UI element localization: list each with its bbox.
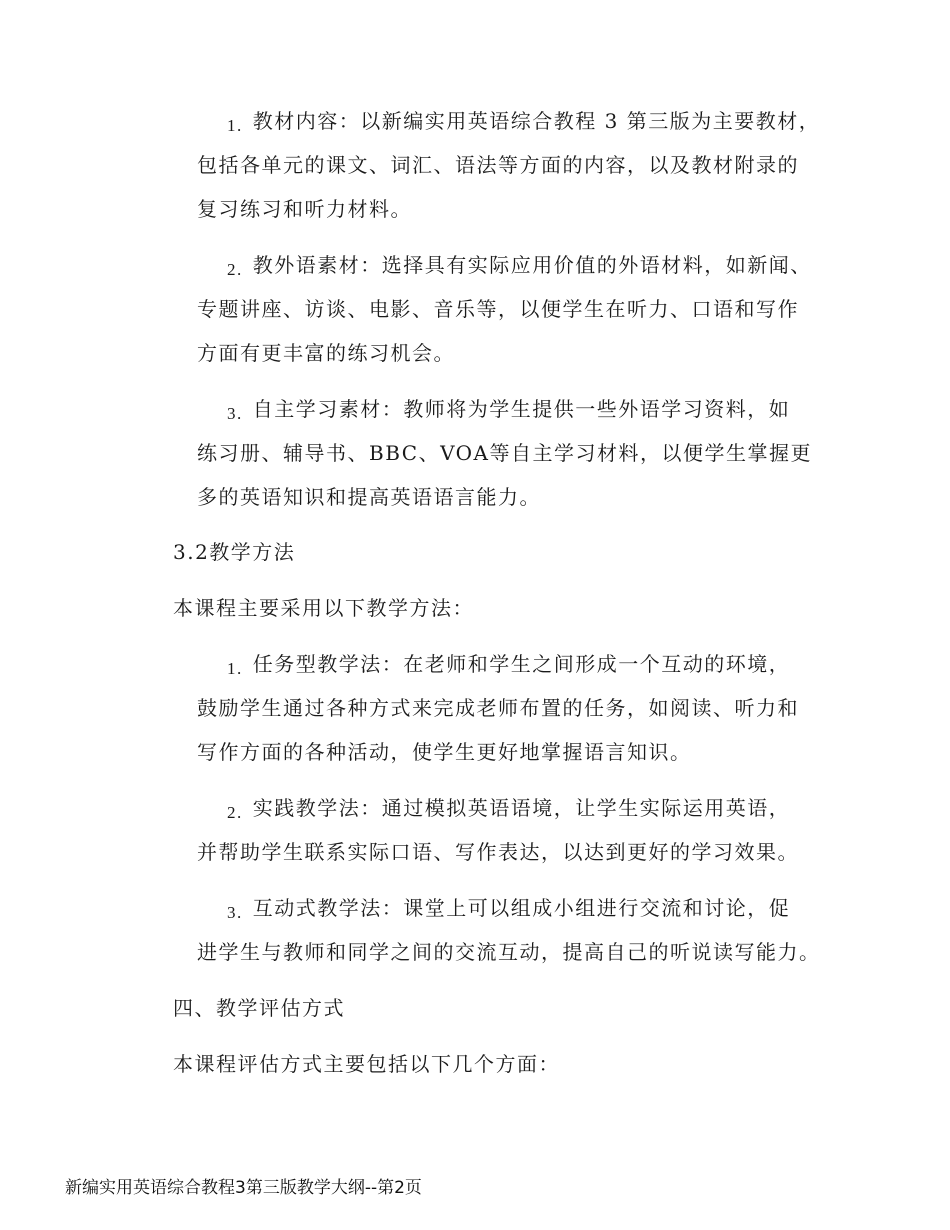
methods-item-2-line-2: 并帮助学生联系实际口语、写作表达，以达到更好的学习效果。 xyxy=(197,840,799,864)
materials-item-3-line-3: 多的英语知识和提高英语语言能力。 xyxy=(197,485,541,509)
section-heading-evaluation: 四、教学评估方式 xyxy=(173,996,345,1020)
item-number: 1. xyxy=(227,116,243,135)
materials-item-1-line-3: 复习练习和听力材料。 xyxy=(197,197,412,221)
item-number: 3. xyxy=(227,903,243,922)
methods-item-3-line-2: 进学生与教师和同学之间的交流互动，提高自己的听说读写能力。 xyxy=(197,940,821,964)
item-number: 3. xyxy=(227,404,243,423)
methods-item-1-line-1: 1. 任务型教学法：在老师和学生之间形成一个互动的环境， xyxy=(227,650,790,680)
methods-intro: 本课程主要采用以下教学方法： xyxy=(173,596,474,620)
materials-item-3-line-1: 3. 自主学习素材：教师将为学生提供一些外语学习资料，如 xyxy=(227,395,790,425)
item-number: 2. xyxy=(227,260,243,279)
materials-item-3-line-2: 练习册、辅导书、BBC、VOA等自主学习材料，以便学生掌握更 xyxy=(197,441,812,465)
materials-item-1-line-1: 1. 教材内容：以新编实用英语综合教程 3 第三版为主要教材， xyxy=(227,107,820,137)
item-number: 1. xyxy=(227,659,243,678)
methods-item-1-line-3: 写作方面的各种活动，使学生更好地掌握语言知识。 xyxy=(197,740,692,764)
materials-item-2-line-2: 专题讲座、访谈、电影、音乐等，以便学生在听力、口语和写作 xyxy=(197,297,799,321)
materials-item-2-line-3: 方面有更丰富的练习机会。 xyxy=(197,341,455,365)
methods-item-3-line-1: 3. 互动式教学法：课堂上可以组成小组进行交流和讨论，促 xyxy=(227,894,790,924)
item-number: 2. xyxy=(227,803,243,822)
methods-item-1-line-2: 鼓励学生通过各种方式来完成老师布置的任务，如阅读、听力和 xyxy=(197,696,799,720)
methods-item-2-line-1: 2. 实践教学法：通过模拟英语语境，让学生实际运用英语， xyxy=(227,794,790,824)
materials-item-2-line-1: 2. 教外语素材：选择具有实际应用价值的外语材料，如新闻、 xyxy=(227,251,812,281)
materials-item-1-line-2: 包括各单元的课文、词汇、语法等方面的内容，以及教材附录的 xyxy=(197,153,799,177)
section-heading-methods: 3.2教学方法 xyxy=(173,540,296,564)
page-footer: 新编实用英语综合教程3第三版教学大纲--第2页 xyxy=(65,1178,422,1198)
evaluation-intro: 本课程评估方式主要包括以下几个方面： xyxy=(173,1052,560,1076)
